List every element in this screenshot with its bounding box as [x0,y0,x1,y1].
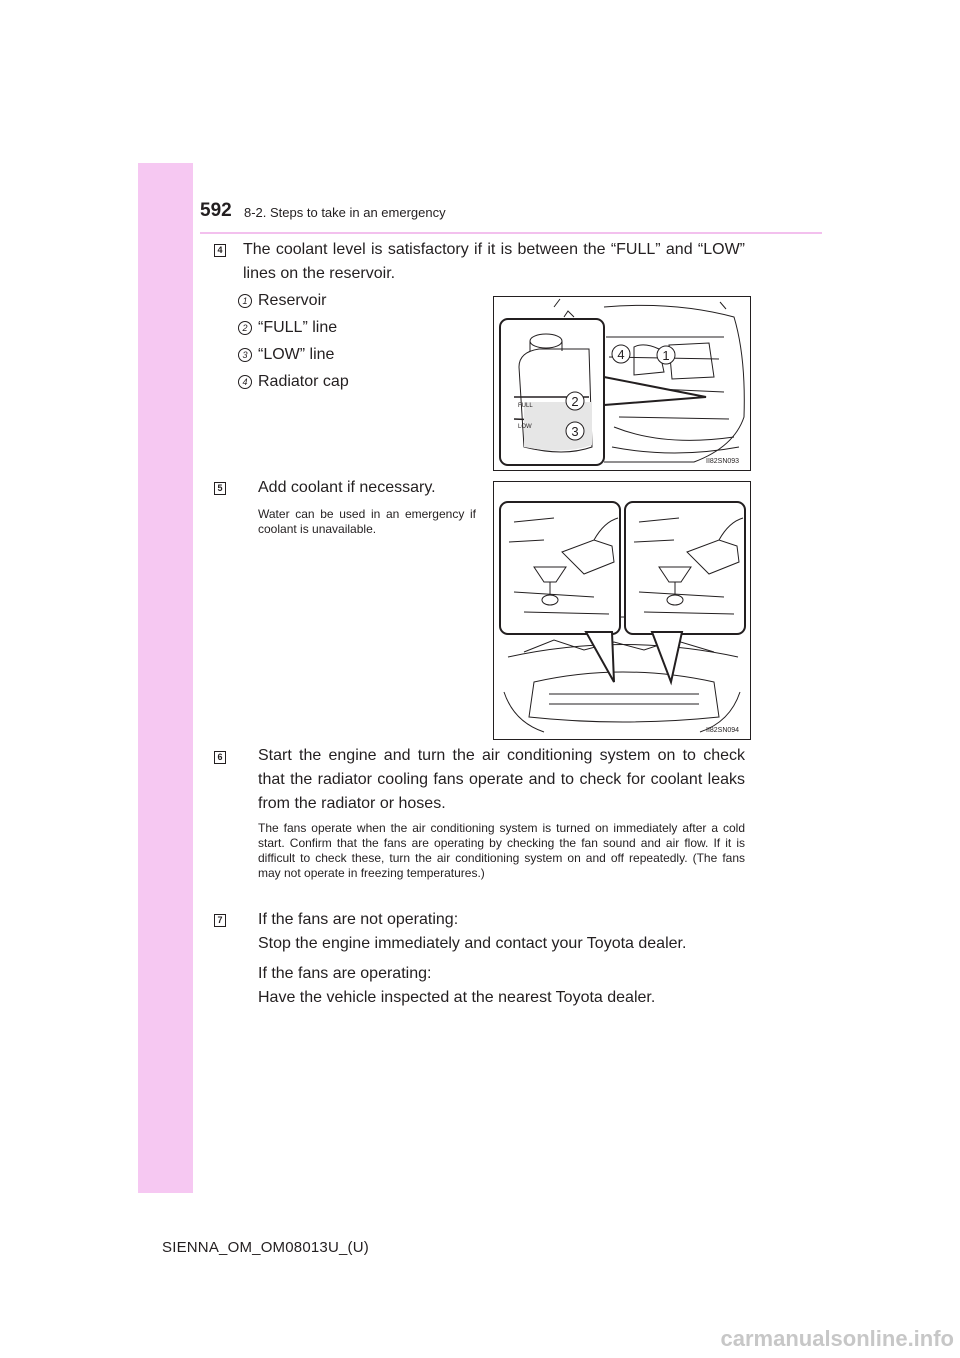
legend-num-2: 2 [238,321,252,335]
figure-full-label: FULL [518,403,533,409]
page-number: 592 [200,200,232,221]
step7-not-operating-heading: If the fans are not operating: [258,911,459,928]
footer-doc-code: SIENNA_OM_OM08013U_(U) [162,1239,369,1256]
sidebar-tab [138,163,193,1193]
legend-label-low-line: “LOW” line [258,346,335,363]
adding-coolant-illustration [494,482,750,739]
header-rule [200,232,822,234]
step-number-7: 7 [214,914,226,927]
step-number-4: 4 [214,244,226,257]
figure-callout-2: 2 [571,394,579,409]
engine-bay-illustration [494,297,750,470]
step7-operating-text: Have the vehicle inspected at the nearest Toyota dealer. [258,989,656,1006]
step6-text: Start the engine and turn the air conditioning system on to check that the radiator cooling fans operate and to check for coolant leaks from the radiator or hoses. [258,747,745,812]
step5-note: Water can be used in an emergency if coolant is unavailable. [258,507,476,536]
figure-low-label: LOW [518,424,532,430]
step6-note: The fans operate when the air conditioning system is turned on immediately after a cold start. Confirm that the fans are operating by checking the fan sound and air flow. If it is difficult to check these, turn the air conditioning system on and off repeatedly. (The fans may not operate in freezing temperatures.) [258,821,745,880]
figure-code-093: II82SN093 [706,458,740,465]
step7-not-operating-text: Stop the engine immediately and contact your Toyota dealer. [258,935,687,952]
step-number-6: 6 [214,751,226,764]
watermark: carmanualsonline.info [720,1326,954,1351]
step7-operating-heading: If the fans are operating: [258,965,432,982]
legend-label-full-line: “FULL” line [258,319,338,336]
legend-label-radiator-cap: Radiator cap [258,373,349,390]
section-title: 8-2. Steps to take in an emergency [244,205,446,220]
figure-callout-1: 1 [662,348,670,363]
legend-num-4: 4 [238,375,252,389]
legend-num-3: 3 [238,348,252,362]
figure-code-094: II82SN094 [706,727,740,734]
figure-callout-4: 4 [617,347,625,362]
figure-callout-3: 3 [571,424,579,439]
step4-text: The coolant level is satisfactory if it is between the “FULL” and “LOW” lines on the reservoir. [243,241,745,282]
legend-num-1: 1 [238,294,252,308]
figure-adding-coolant [493,481,751,740]
step-number-5: 5 [214,482,226,495]
legend-label-reservoir: Reservoir [258,292,327,309]
figure-coolant-reservoir [493,296,751,471]
step5-text: Add coolant if necessary. [258,479,436,496]
